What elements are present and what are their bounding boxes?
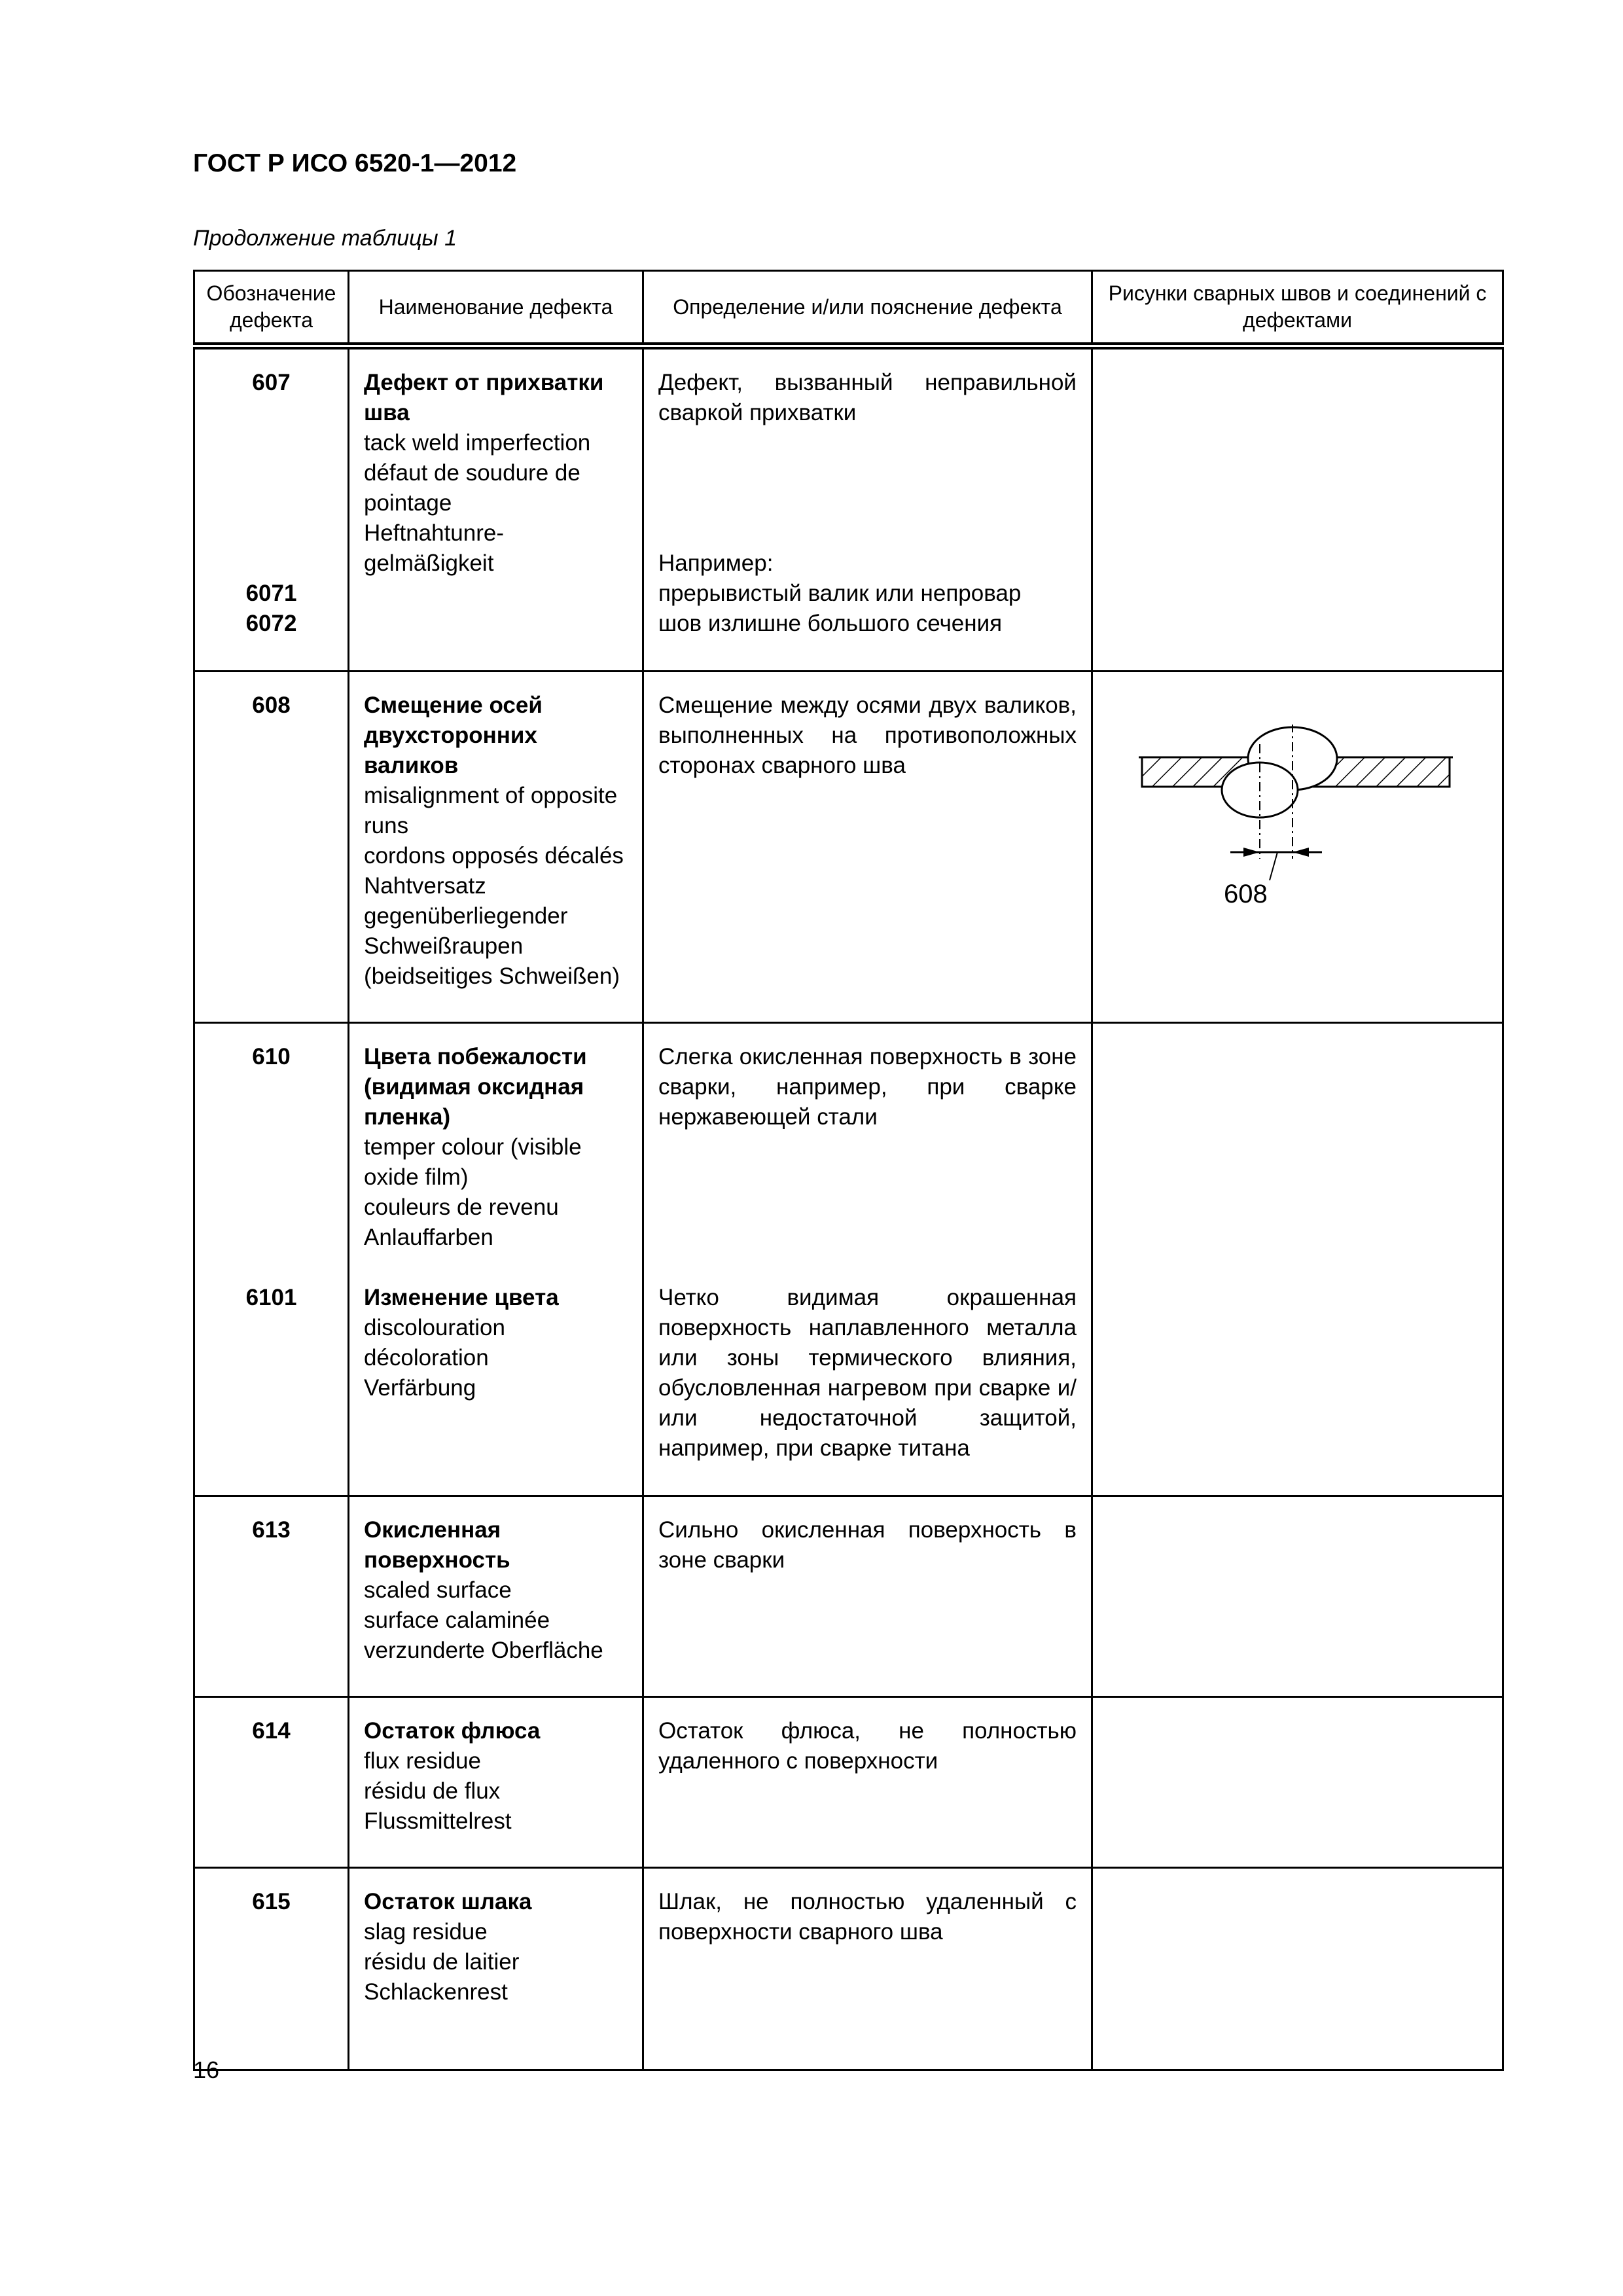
figure-cell	[1092, 1023, 1503, 1496]
defect-name-en: tack weld imperfection	[364, 430, 591, 456]
defect-code: 608	[252, 692, 291, 718]
leader-line	[1270, 852, 1277, 880]
defect-name-de: Heftnahtunre-gelmäßigkeit	[364, 520, 505, 576]
example-line: шов излишне большого сечения	[658, 611, 1003, 636]
name-cell	[349, 1868, 643, 2070]
defect-name-ru: Цвета побежалости (видимая оксидная пленка)	[364, 1044, 587, 1130]
column-header-code: Обозначение дефекта	[194, 271, 349, 346]
defect-definition: Дефект, вызванный неправильной сваркой прихватки	[658, 370, 1077, 425]
defect-name-fr: résidu de laitier	[364, 1949, 520, 1975]
sub-defect-name-fr: décoloration	[364, 1345, 489, 1371]
definition-cell	[643, 1868, 1092, 2070]
example-line: прерывистый валик или непровар	[658, 581, 1022, 606]
name-cell	[349, 1697, 643, 1868]
figure-cell	[1092, 1868, 1503, 2070]
table-row	[194, 672, 1503, 1023]
name-cell	[349, 346, 643, 672]
name-cell	[349, 1023, 643, 1496]
defect-name-ru: Дефект от прихватки шва	[364, 370, 604, 425]
sub-defect-name-ru: Изменение цвета	[364, 1285, 559, 1310]
defect-name-en: scaled surface	[364, 1577, 512, 1603]
arrow-head	[1243, 848, 1260, 857]
page-header: ГОСТ Р ИСО 6520-1—2012	[193, 149, 517, 177]
definition-cell	[643, 1697, 1092, 1868]
defect-name-fr: couleurs de revenu	[364, 1194, 559, 1220]
code-cell	[194, 1697, 349, 1868]
defect-name-fr: résidu de flux	[364, 1778, 501, 1804]
figure-cell	[1092, 1496, 1503, 1697]
name-cell	[349, 1496, 643, 1697]
figure-cell	[1092, 672, 1503, 1023]
defect-definition: Слегка окисленная поверхность в зоне сварки, например, при сварке нержавеющей стали	[658, 1044, 1077, 1130]
sub-defect-name-de: Verfärbung	[364, 1375, 476, 1401]
defect-name-ru: Окисленная поверхность	[364, 1517, 510, 1573]
defect-definition: Сильно окисленная поверхность в зоне сварки	[658, 1517, 1077, 1573]
defect-name-de: Nahtversatz gegenüberliegender Schweißraupen (beidseitiges Schweißen)	[364, 873, 620, 989]
definition-cell	[643, 1023, 1092, 1496]
defect-name-de: Anlauffarben	[364, 1225, 493, 1250]
defect-code: 615	[252, 1889, 291, 1914]
defect-definition: Шлак, не полностью удаленный с поверхности сварного шва	[658, 1889, 1077, 1945]
defect-name-en: misalignment of opposite runs	[364, 783, 618, 838]
page-number: 16	[193, 2056, 220, 2083]
defect-name-ru: Смещение осей двухсторонних валиков	[364, 692, 543, 778]
table-row	[194, 1496, 1503, 1697]
defect-code: 613	[252, 1517, 291, 1543]
defect-name-de: verzunderte Oberfläche	[364, 1638, 603, 1663]
code-cell	[194, 1023, 349, 1496]
defect-name-de: Flussmittelrest	[364, 1808, 512, 1834]
code-cell	[194, 672, 349, 1023]
table-row	[194, 346, 1503, 672]
defect-name-en: temper colour (visible oxide film)	[364, 1134, 582, 1190]
table-row	[194, 1697, 1503, 1868]
defects-table	[193, 270, 1504, 2071]
name-cell	[349, 672, 643, 1023]
arrow-head	[1293, 848, 1309, 857]
weld-misalignment-figure	[1132, 725, 1459, 941]
definition-cell	[643, 1496, 1092, 1697]
example-label: Например:	[658, 550, 774, 576]
defect-name-en: slag residue	[364, 1919, 488, 1945]
defect-name-de: Schlackenrest	[364, 1979, 508, 2005]
defect-subcode: 6101	[245, 1285, 297, 1310]
defect-name-en: flux residue	[364, 1748, 481, 1774]
defect-subcode: 6071	[245, 581, 297, 606]
column-header-figure: Рисунки сварных швов и соединений с дефектами	[1092, 271, 1503, 346]
defect-subcode: 6072	[245, 611, 297, 636]
figure-cell	[1092, 1697, 1503, 1868]
defect-name-fr: cordons opposés décalés	[364, 843, 624, 869]
code-cell	[194, 346, 349, 672]
defect-code: 607	[252, 370, 291, 395]
defect-code: 614	[252, 1718, 291, 1744]
table-row	[194, 1868, 1503, 2070]
sub-defect-definition: Четко видимая окрашенная поверхность наплавленного металла или зоны термического влияния, обусловленная нагревом при сварке и/или недостаточной защитой, например, при сварке титана	[658, 1285, 1077, 1461]
defect-definition: Остаток флюса, не полностью удаленного с поверхности	[658, 1718, 1077, 1774]
defect-definition: Смещение между осями двух валиков, выполненных на противоположных сторонах сварного шва	[658, 692, 1077, 778]
table-continuation-caption: Продолжение таблицы 1	[193, 226, 457, 251]
defect-name-fr: défaut de soudure de pointage	[364, 460, 580, 516]
figure-cell	[1092, 346, 1503, 672]
definition-cell	[643, 672, 1092, 1023]
table-row	[194, 1023, 1503, 1496]
table-header-row	[194, 271, 1503, 346]
code-cell	[194, 1868, 349, 2070]
column-header-definition: Определение и/или пояснение дефекта	[643, 271, 1092, 346]
code-cell	[194, 1496, 349, 1697]
sub-defect-name-en: discolouration	[364, 1315, 505, 1340]
defect-code: 610	[252, 1044, 291, 1069]
column-header-name: Наименование дефекта	[349, 271, 643, 346]
defect-name-ru: Остаток флюса	[364, 1718, 541, 1744]
figure-label: 608	[1224, 880, 1268, 908]
definition-cell	[643, 346, 1092, 672]
defect-name-fr: surface calaminée	[364, 1607, 550, 1633]
defect-name-ru: Остаток шлака	[364, 1889, 532, 1914]
